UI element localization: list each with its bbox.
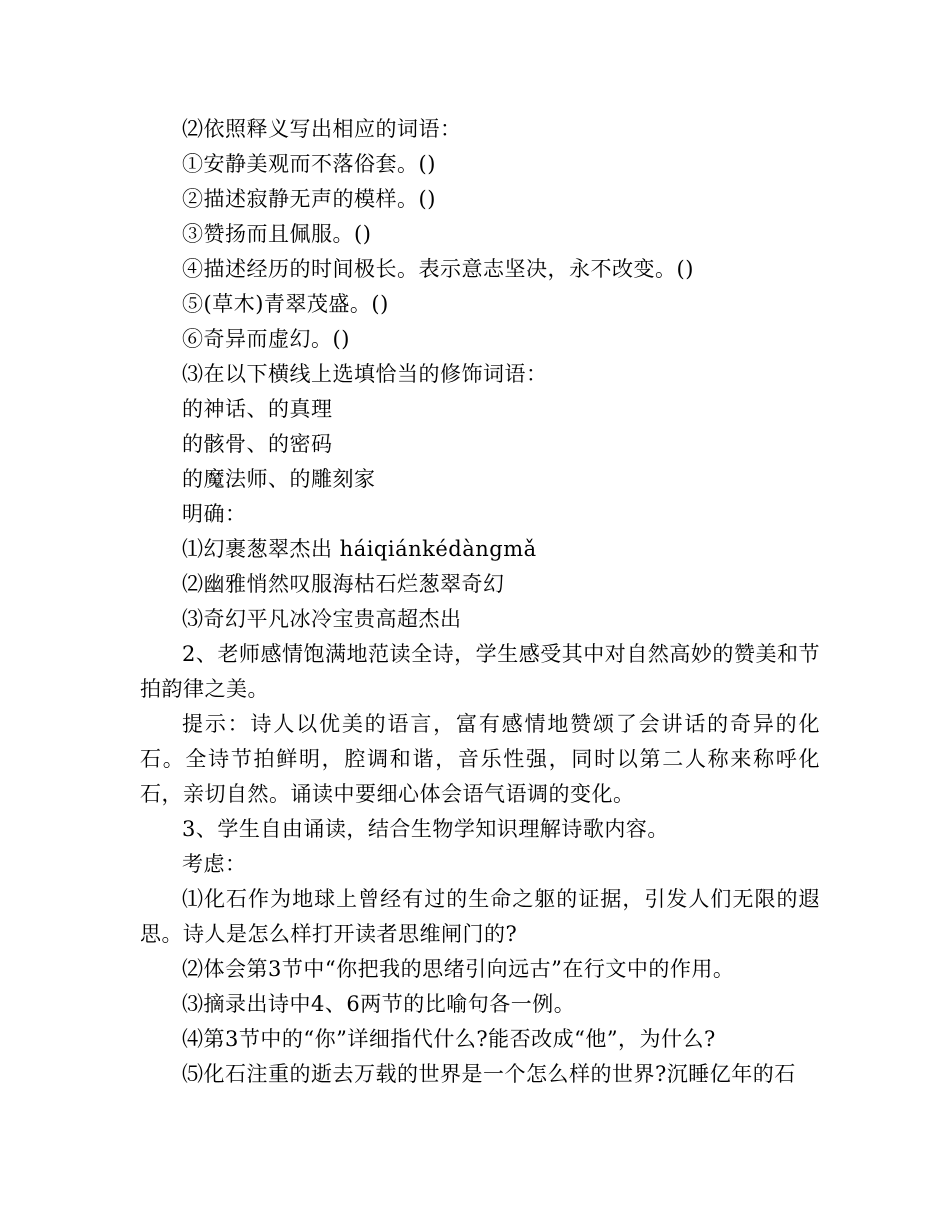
answer-1: ⑴幻裹葱翠杰出 háiqiánkédàngmǎ: [182, 537, 537, 561]
think-item-4: ⑷第3节中的“你”详细指代什么?能否改成“他”，为什么?: [182, 1027, 716, 1051]
answer-2: ⑵幽雅悄然叹服海枯石烂葱翠奇幻: [182, 572, 505, 596]
step-3-paragraph: 3、学生自由诵读，结合生物学知识理解诗歌内容。: [182, 817, 669, 841]
q2-heading: ⑵依照释义写出相应的词语：: [182, 117, 462, 141]
q2-item-3: ③赞扬而且佩服。(): [182, 222, 372, 246]
step-2-paragraph: 2、老师感情饱满地范读全诗，学生感受其中对自然高妙的赞美和节拍韵律之美。: [140, 642, 820, 701]
q2-item-4: ④描述经历的时间极长。表示意志坚决，永不改变。(): [182, 257, 694, 281]
q2-item-6: ⑥奇异而虚幻。(): [182, 327, 350, 351]
think-item-3: ⑶摘录出诗中4、6两节的比喻句各一例。: [182, 992, 576, 1016]
q3-item-3: 的魔法师、的雕刻家: [182, 467, 376, 491]
q3-item-1: 的神话、的真理: [182, 397, 333, 421]
q2-item-2: ②描述寂静无声的模样。(): [182, 187, 436, 211]
q3-heading: ⑶在以下横线上选填恰当的修饰词语：: [182, 362, 548, 386]
q3-item-2: 的骸骨、的密码: [182, 432, 333, 456]
q2-item-1: ①安静美观而不落俗套。(): [182, 152, 436, 176]
answer-3: ⑶奇幻平凡冰冷宝贵高超杰出: [182, 607, 462, 631]
think-item-5: ⑸化石注重的逝去万载的世界是一个怎么样的世界?沉睡亿年的石: [182, 1062, 796, 1086]
think-item-2: ⑵体会第3节中“你把我的思绪引向远古”在行文中的作用。: [182, 957, 735, 981]
think-item-1: ⑴化石作为地球上曾经有过的生命之躯的证据，引发人们无限的遐思。诗人是怎么样打开读者思维闸门的?: [140, 887, 820, 946]
q2-item-5: ⑤(草木)青翠茂盛。(): [182, 292, 389, 316]
answer-heading: 明确：: [182, 502, 247, 526]
think-heading: 考虑：: [182, 852, 247, 876]
hint-paragraph: 提示：诗人以优美的语言，富有感情地赞颂了会讲话的奇异的化石。全诗节拍鲜明，腔调和谐，音乐性强，同时以第二人称来称呼化石，亲切自然。诵读中要细心体会语气语调的变化。: [140, 712, 820, 806]
document-body: [140, 112, 820, 1092]
